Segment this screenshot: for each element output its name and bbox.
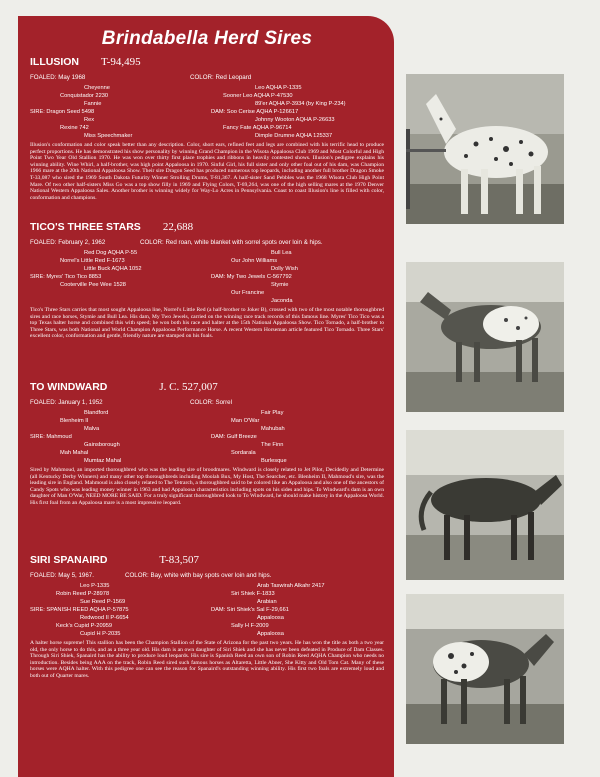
pedigree-line: Leo P-1335 [80, 583, 110, 589]
blanket-horse-image [406, 262, 564, 412]
pedigree-line: DAM: Soo Cerise AQHA P-126617 [211, 109, 299, 115]
pedigree-line: Arab Taswirah Alkahr 2417 [257, 583, 325, 589]
photo-ticos-three-stars [406, 262, 564, 412]
pedigree-line: Stymie [271, 282, 289, 288]
foaled: FOALED: January 1, 1952 [30, 399, 103, 406]
pedigree-sire-side [30, 249, 203, 305]
page-title: Brindabella Herd Sires [101, 28, 313, 49]
pedigree-line: Appaloosa [257, 631, 284, 637]
description: A halter horse supreme! This stallion has been the Champion Stallion of the State of Arizona for the past two years. He has won the title as both a two year old, the only horse to do this, and as a three year old. His dam is an own daughter of Siri Shiek and she has never been defeated in Produce of Dam Classes. Through Siri Shiek, Spanaird has the ability to produce loud leopards. His sire is Spanish Reed an own son of Robin Reed AQHA Champion who needs no introduction. Besides being AAA on the track, Robin Reed sired such famous horses as Altaretta, Little Abner, She Kitty and Old Tom Cat. Many of these horses were AQHA halter. With this pedigree one can see the reason for Spanaird's outstanding winning ability. His first two foals are extremely loud and both out of Quarter mares. [30, 640, 384, 679]
pedigree-line: Dolly Wish [271, 266, 298, 272]
description: Illusion's conformation and color speak better than any description. Color, short ears, refined feet and legs are combined with his terrific head to produce perfect proportions. He has demonstrated his show personality by winning Grand Champion in the Wisota Appaloosa Club 1969 and Most Colorful and High Point Two Year Old Stallion 1970. He was won over thirty first place trophies and ribbons in heavily contested shows. Illusion's pedigree explains his winning ability. Wine Whirl, a half-brother, was high point Appaloosa in 1970. Sinful Girl, his full sister and only other foal out of his dam, was Champion 1966 mare at the 20th National Appaloosa Show. Their sire Dragon Seed has produced numerous top leopards, including another full brother Dragon Smoke T-33,087 who sired the 1969 South Dakota Futurity Winner Strolling Drums, T-81,367. A half-sister Sand Pebbles was the 1968 Wisota Club High Point Mare. Of two other half-sisters Miss Go was a top show filly in 1969 and Flying Colors, T-69,264, was one of the high selling mares at the 1970 Denver National Western Appaloosa Sales. Another brother is winning widely for Way-Lo Acres in Pennsylvania. Coast to coast Illusion's line is filled with color, conformation and champions. [30, 142, 384, 201]
pedigree-line: Keck's Cupid P-20959 [56, 623, 113, 629]
foaled: FOALED: May 1968 [30, 74, 86, 81]
foaled: FOALED: February 2, 1962 [30, 239, 106, 246]
pedigree-line: Robin Reed P-28978 [56, 591, 110, 597]
pedigree-line: Man O'War [231, 418, 260, 424]
color: COLOR: Sorrel [190, 399, 232, 406]
pedigree-dam-side [211, 84, 384, 140]
horse-ticos-three-stars [30, 221, 384, 376]
pedigree-line: Sooner Leo AQHA P-47530 [223, 93, 293, 99]
pedigree [30, 409, 384, 465]
pedigree-line: Red Dog AQHA P-55 [84, 250, 138, 256]
pedigree-line: Fannie [84, 101, 102, 107]
color: COLOR: Bay, white with bay spots over loin and hips. [125, 572, 272, 579]
pedigree-line: Appaloosa [257, 615, 284, 621]
pedigree-line: Cheyenne [84, 85, 110, 91]
pedigree [30, 84, 384, 140]
pedigree-line: DAM: Siri Shiek's Sal F-29,661 [211, 607, 289, 613]
pedigree-line: SIRE: Mahmoud [30, 434, 72, 440]
horse-illusion [30, 56, 384, 216]
pedigree-line: Little Buck AQHA 1052 [84, 266, 142, 272]
pedigree-line: SIRE: SPANISH REED AQHA P-57875 [30, 607, 129, 613]
pedigree [30, 249, 384, 305]
horse-name: ILLUSION [30, 56, 79, 68]
photo-to-windward [406, 430, 564, 580]
pedigree [30, 582, 384, 638]
pedigree-line: The Finn [261, 442, 284, 448]
pedigree-line: Mahubah [261, 426, 285, 432]
pedigree-line: Fair Play [261, 410, 284, 416]
pedigree-line: Norrel's Little Red F-1673 [60, 258, 125, 264]
photo-siri-spanaird [406, 594, 564, 744]
description: Sired by Mahmoud, an imported thoroughbred who was the leading sire of broodmares. Windward is closely related to Jet Pilot, Decidedly and Determine (all Kentucky Derby Winners) and many other top thoroughbreds including Moolah Bux, My Host, The Searcher, etc. Blenheim II, Mahmoud's sire, was the leading sire in England. Mahmoud is also closely related to The Tetrarch, a thoroughbred said to be colored like an Appaloosa and also one of the ancestors of Candy Spots who was leading money winner in 1963 and had Appaloosa characteristics including spots on his sides and hips. To Windward's dam is an own daughter of Man O'War, NEED MORE BE SAID. For a truly significant thoroughbred look to To Windward, he should make history in the Appaloosa World. His first foal from an Appaloosa mare is a most impressive leopard. [30, 467, 384, 506]
spotted-horse-image [406, 594, 564, 744]
pedigree-line: DAM: Gulf Breeze [211, 434, 257, 440]
horse-registration: 22,688 [162, 221, 194, 233]
horse-siri-spanaird [30, 554, 384, 680]
pedigree-line: SIRE: Dragon Seed 5498 [30, 109, 95, 115]
pedigree-dam-side [211, 409, 384, 465]
color: COLOR: Red Leopard [190, 74, 252, 81]
pedigree-line: Rex [84, 117, 95, 123]
pedigree-line: Rexine 742 [60, 125, 89, 131]
leopard-horse-image [406, 74, 564, 224]
horse-name: TICO'S THREE STARS [30, 221, 141, 233]
pedigree-dam-side [211, 249, 384, 305]
horse-to-windward [30, 381, 384, 549]
pedigree-sire-side [30, 409, 203, 465]
pedigree-line: Dimple Drumne AQHA 125337 [255, 133, 333, 139]
description: Tico's Three Stars carries that most sought Appaloosa line, Norrel's Little Red (a half-brother to Joker B), crossed with two of the most notable thoroughbred sires and race horses, Stymie and Bull Lea. His dam, My Two Jewels, carried on the winning race track records of this famous line. Myres' Tico Tico was a top Texas halter horse and combined this with speed; he won both his race and halter at the 15th National Appaloosa Show. Tico Tornado, a half-brother to Three Stars, was both National and World Champion Appaloosa Performance Horse. A recent Western Horseman article featured Tico Tornado. Three Stars' excellent color, conformation and gentle, friendly nature are stamped on his foals. [30, 307, 384, 340]
pedigree-line: 89'er AQHA P-3934 (by King P-234) [255, 101, 346, 107]
pedigree-line: Arabian [257, 599, 277, 605]
pedigree-line: Malva [84, 426, 100, 432]
horse-registration: J. C. 527,007 [159, 381, 218, 393]
pedigree-line: Conquistador 2230 [60, 93, 109, 99]
horse-registration: T-83,507 [159, 554, 200, 566]
pedigree-line: Cupid H P-2035 [80, 631, 121, 637]
pedigree-line: DAM: My Two Jewels C-567792 [211, 274, 292, 280]
pedigree-line: Our John Williams [231, 258, 278, 264]
pedigree-line: Burlesque [261, 458, 287, 464]
pedigree-line: Miss Speechmaker [84, 133, 133, 139]
pedigree-line: Bull Lea [271, 250, 292, 256]
pedigree-line: Fancy Fate AQHA P-96714 [223, 125, 292, 131]
pedigree-line: Siri Shiek F-1833 [231, 591, 275, 597]
pedigree-line: SIRE: Myres' Tico Tico 8853 [30, 274, 102, 280]
foaled: FOALED: May 5, 1967. [30, 572, 94, 579]
horse-registration: T-94,495 [101, 56, 141, 68]
pedigree-line: Our Francine [231, 290, 265, 296]
pedigree-line: Leo AQHA P-1335 [255, 85, 302, 91]
pedigree-line: Jaconda [271, 298, 293, 304]
pedigree-line: Sordarala [231, 450, 256, 456]
pedigree-line: Sue Reed P-1569 [80, 599, 126, 605]
horse-name: SIRI SPANAIRD [30, 554, 108, 566]
pedigree-line: Mah Mahal [60, 450, 89, 456]
pedigree-line: Johnny Wooton AQHA P-26633 [255, 117, 335, 123]
horse-name: TO WINDWARD [30, 381, 108, 393]
color: COLOR: Red roan, white blanket with sorrel spots over loin & hips. [140, 239, 323, 246]
pedigree-line: Mumtaz Mahal [84, 458, 122, 464]
pedigree-sire-side [30, 582, 203, 638]
pedigree-line: Sally H F-2009 [231, 623, 269, 629]
pedigree-dam-side [211, 582, 384, 638]
pedigree-sire-side [30, 84, 203, 140]
sorrel-horse-image [406, 430, 564, 580]
pedigree-line: Cooterville Pee Wee 1528 [60, 282, 126, 288]
pedigree-line: Blandford [84, 410, 109, 416]
photo-illusion [406, 74, 564, 224]
red-panel [18, 16, 394, 777]
pedigree-line: Redwood II P-6654 [80, 615, 129, 621]
pedigree-line: Gainsborough [84, 442, 120, 448]
pedigree-line: Blenheim II [60, 418, 89, 424]
